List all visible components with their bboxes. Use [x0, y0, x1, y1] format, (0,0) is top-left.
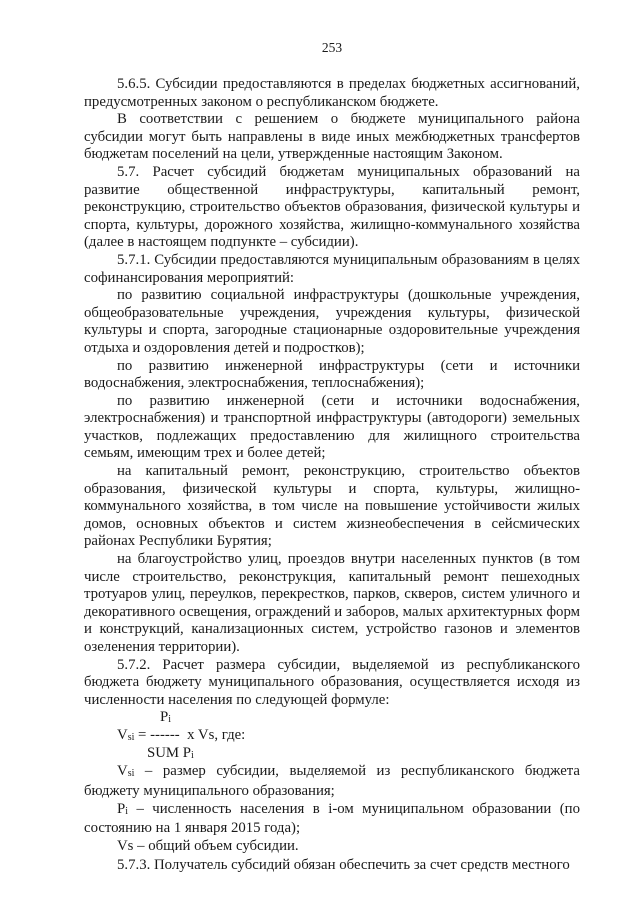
- paragraph-5-7-1: 5.7.1. Субсидии предоставляются муниципальным образованиям в целях софинансирования мероприятий:: [84, 251, 580, 286]
- paragraph-5-7-3: 5.7.3. Получатель субсидий обязан обеспечить за счет средств местного: [117, 857, 570, 874]
- formula-main-line: Vsi = ------ x Vs, где:: [117, 727, 246, 744]
- subsidy-formula: [84, 709, 580, 763]
- list-item-engineering: по развитию инженерной инфраструктуры (сети и источники водоснабжения, электроснабжения, теплоснабжения);: [84, 357, 580, 392]
- document-body: [84, 76, 580, 875]
- list-item-capital-repair: на капитальный ремонт, реконструкцию, строительство объектов образования, физической культуры и спорта, культуры, жилищно-коммунального хозяйства, в том числе на повышение устойчивости жилых домов, основных объектов и систем жизнеобеспечения в сейсмических районах Республики Бурятия;: [84, 463, 580, 550]
- list-item-improvement: на благоустройство улиц, проездов внутри населенных пунктов (в том числе строительство, реконструкция, капитальный ремонт пешеходных тротуаров улиц, переулков, перекрестков, парков, скверов, систем уличного и декоративного освещения, ограждений и заборов, малых архитектурных форм и конструкций, канализационных систем, устройство газонов и элементов озеленения территории).: [84, 551, 580, 655]
- definition-pi: Pi – численность населения в i-ом муниципальном образовании (по состоянию на 1 января 2015 года);: [84, 800, 580, 837]
- paragraph-5-6-5: 5.6.5. Субсидии предоставляются в пределах бюджетных ассигнований, предусмотренных законом о республиканском бюджете.: [84, 76, 580, 110]
- paragraph-5-7: 5.7. Расчет субсидий бюджетам муниципальных образований на развитие общественной инфраструктуры, капитальный ремонт, реконструкцию, строительство объектов образования, физической культуры и спорта, культуры, дорожного хозяйства, жилищно-коммунального хозяйства (далее в настоящем подпункте – субсидии).: [84, 163, 580, 251]
- page-number: 253: [321, 40, 343, 55]
- formula-denominator: SUM Pi: [147, 745, 194, 762]
- paragraph-5-7-2: 5.7.2. Расчет размера субсидии, выделяемой из республиканского бюджета бюджету муниципального образования, осуществляется исходя из численности населения по следующей формуле:: [84, 656, 580, 708]
- formula-numerator: Pi: [160, 709, 172, 726]
- paragraph-transfer: В соответствии с решением о бюджете муниципального района субсидии могут быть направлены в виде иных межбюджетных трансфертов бюджетам поселений на цели, утвержденные настоящим Законом.: [84, 111, 580, 163]
- definition-vsi: Vsi – размер субсидии, выделяемой из республиканского бюджета бюджету муниципального образования;: [84, 763, 580, 799]
- list-item-social: по развитию социальной инфраструктуры (дошкольные учреждения, общеобразовательные учреждения, учреждения культуры, физической культуры и спорта, загородные стационарные оздоровительные учреждения отдыха и оздоровления детей и подростков);: [84, 287, 580, 356]
- list-item-land-plots: по развитию инженерной (сети и источники водоснабжения, электроснабжения) и транспортной инфраструктуры (автодороги) земельных участков, подлежащих предоставлению для жилищного строительства семьям, имеющим трех и более детей;: [84, 392, 580, 462]
- definition-vs: Vs – общий объем субсидии.: [117, 837, 299, 854]
